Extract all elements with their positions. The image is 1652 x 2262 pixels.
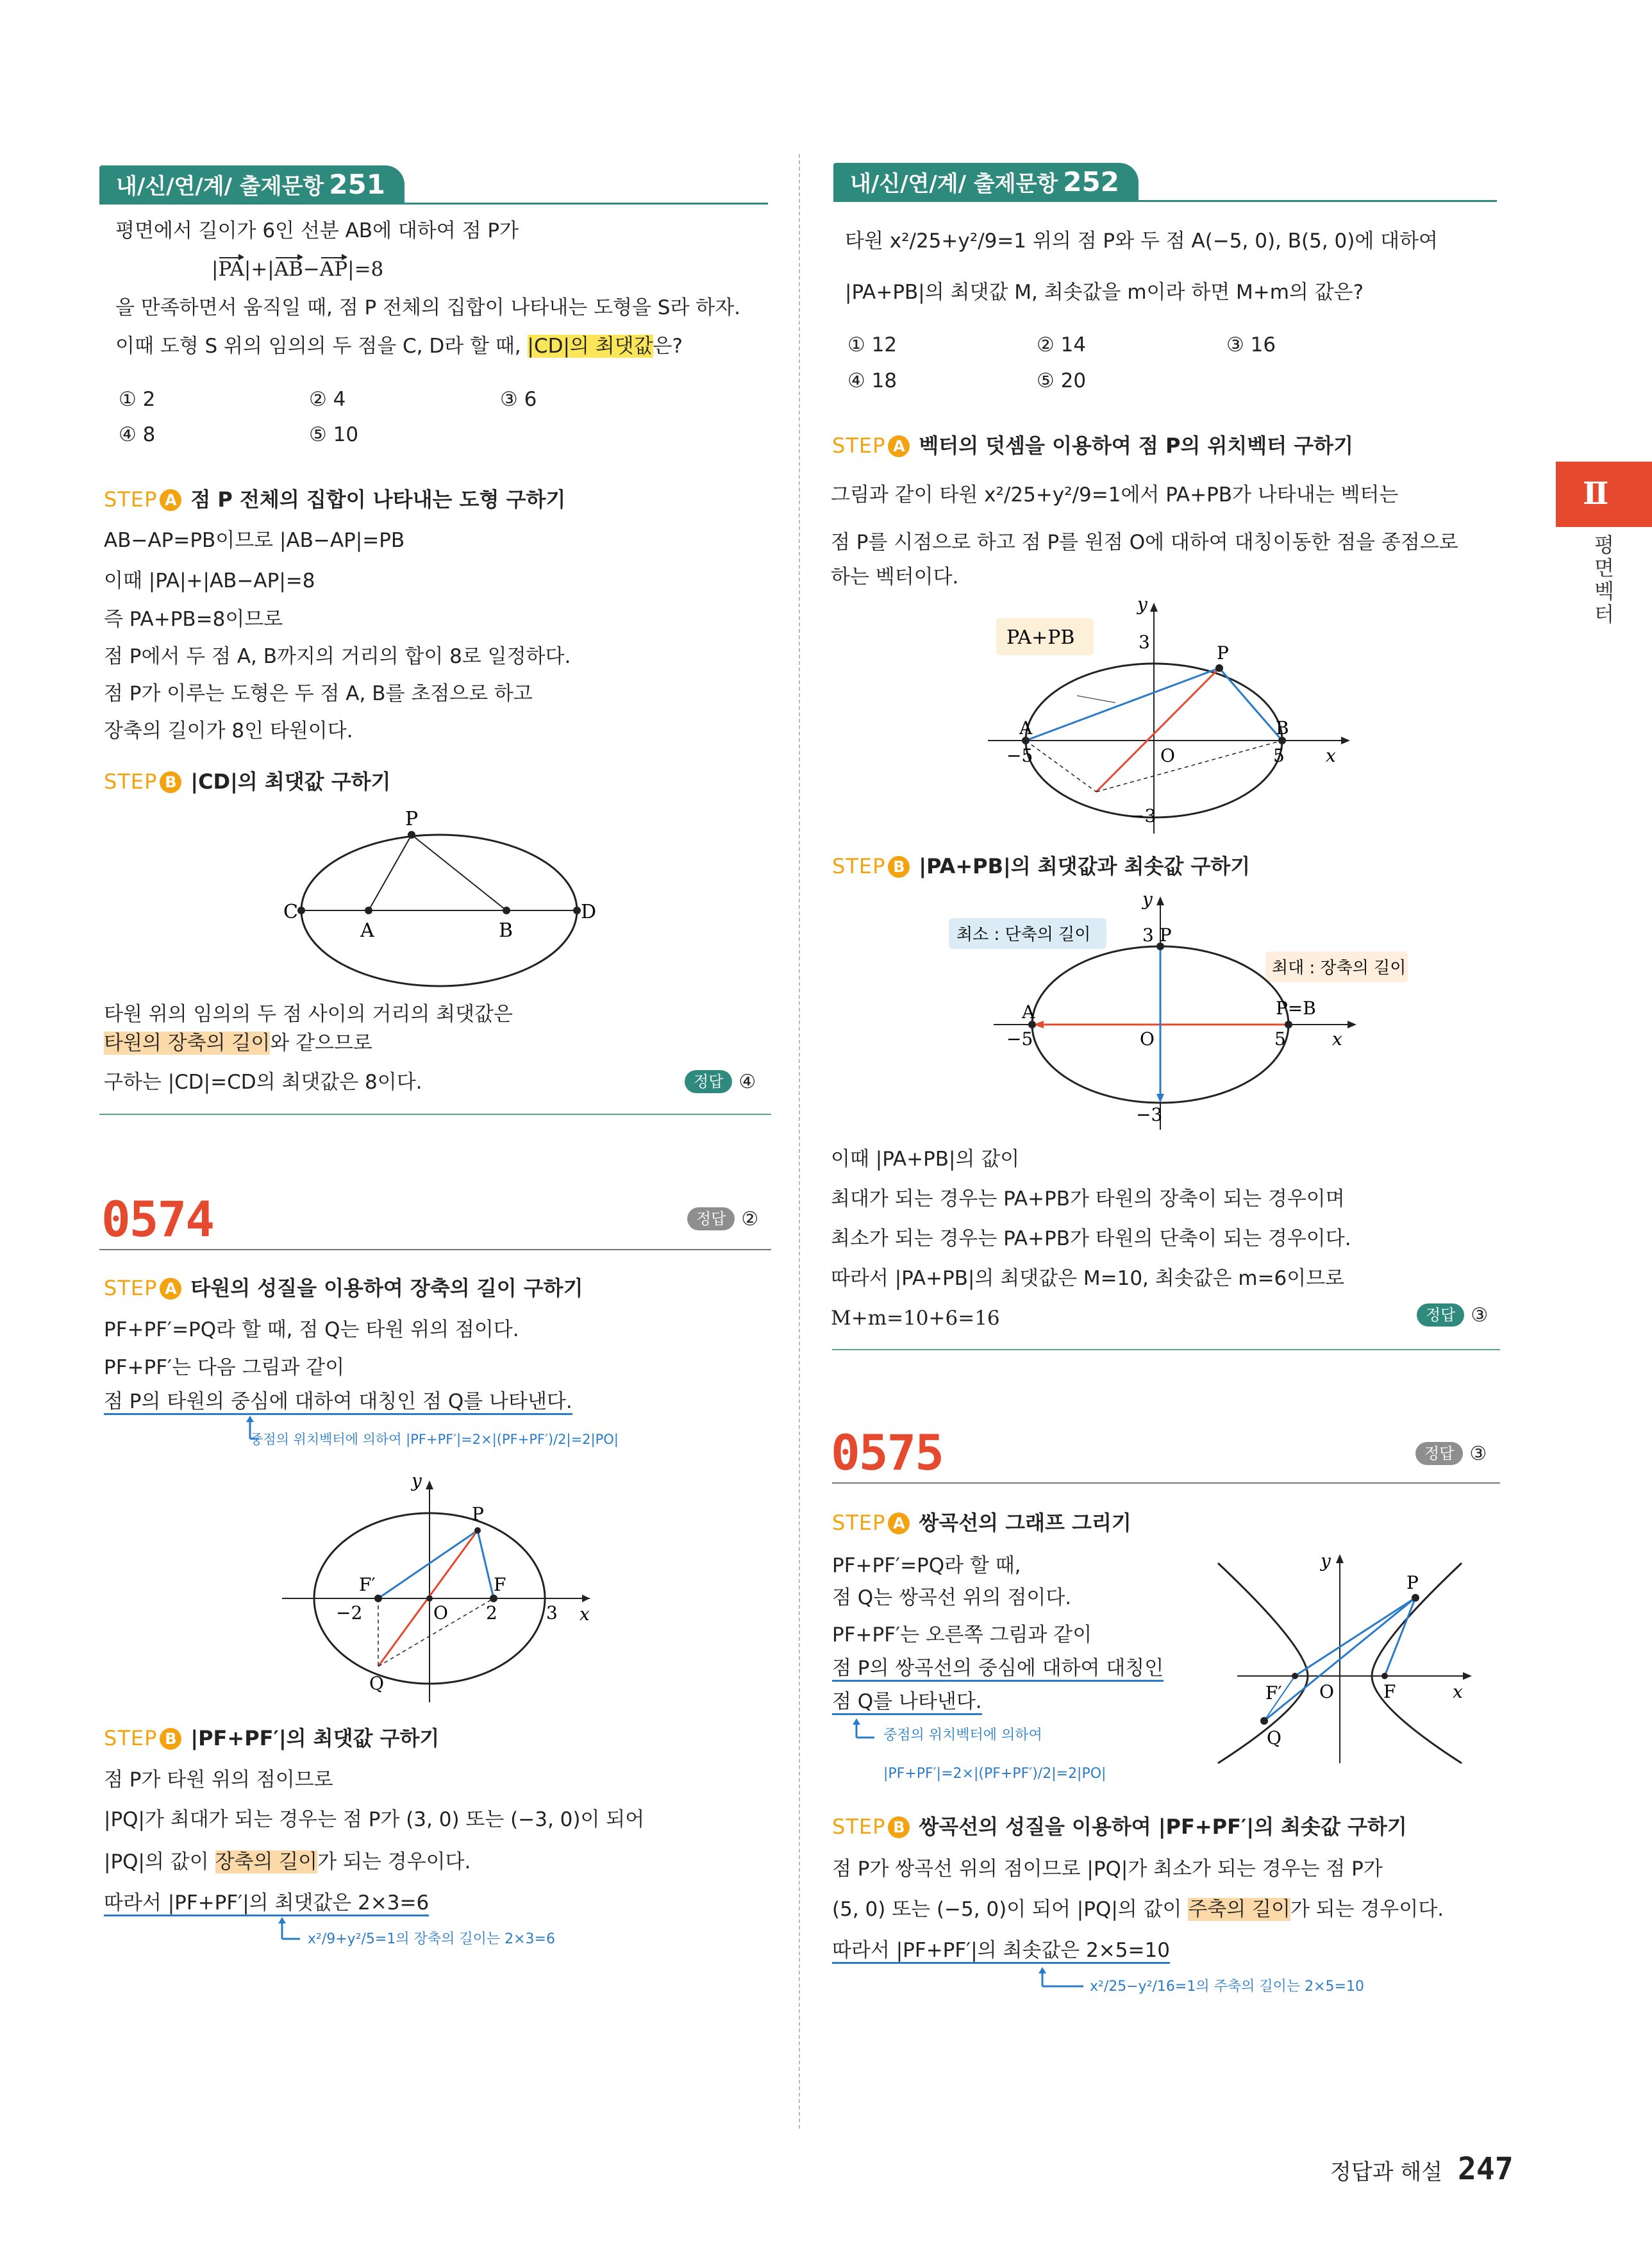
step-b-0575-line: 점 P가 쌍곡선 위의 점이므로 |PQ|가 최소가 되는 경우는 점 P가 <box>832 1857 1383 1881</box>
problem-252-line2: |PA+PB|의 최댓값 M, 최솟값을 m이라 하면 M+m의 값은? <box>845 281 1364 304</box>
svg-text:P: P <box>472 1504 484 1525</box>
svg-text:O: O <box>1160 745 1175 766</box>
svg-text:B: B <box>1276 717 1289 739</box>
choice: ⑤ 20 <box>1037 369 1087 392</box>
svg-text:x: x <box>1453 1681 1463 1702</box>
note-hyperbola-0575: x²/25−y²/16=1의 주축의 길이는 2×5=10 <box>1090 1979 1364 1995</box>
step-a-251-line: 이때 |PA|+|AB−AP|=8 <box>104 569 315 592</box>
page-number: 247 <box>1458 2151 1514 2187</box>
choice: ② 14 <box>1037 333 1087 356</box>
ellipse-figure-251 <box>282 805 597 997</box>
note-arrow <box>244 1416 259 1441</box>
footer-label: 정답과 해설 <box>1330 2159 1443 2185</box>
svg-text:F: F <box>1383 1681 1396 1702</box>
step-a-251-line: 점 P가 이루는 도형은 두 점 A, B를 초점으로 하고 <box>104 682 533 705</box>
note-arrow <box>850 1718 876 1744</box>
step-a-0575-line: PF+PF′=PQ라 할 때, <box>832 1554 1021 1577</box>
step-a-0574: STEP A 타원의 성질을 이용하여 장축의 길이 구하기 <box>104 1276 583 1300</box>
answer-0574: 정답 ② <box>687 1207 758 1232</box>
tag-underline <box>99 203 768 205</box>
tag-252: 내/신/연/계/ 출제문항 252 <box>833 163 1139 201</box>
problem-251-line4: 이때 도형 S 위의 임의의 두 점을 C, D라 할 때, |CD|의 최댓값은? <box>115 335 683 358</box>
ellipse-figure-252a <box>987 596 1359 840</box>
problem-251-line3: 을 만족하면서 움직일 때, 점 P 전체의 집합이 나타내는 도형을 S라 하자. <box>115 296 741 319</box>
svg-text:P: P <box>1406 1572 1419 1593</box>
answer-0575: 정답 ③ <box>1415 1441 1487 1467</box>
chapter-label: 평면벡터 <box>1594 533 1614 626</box>
answer-251: 정답 ④ <box>685 1069 756 1095</box>
svg-text:F′: F′ <box>1265 1682 1282 1704</box>
note-arrow <box>1036 1967 1087 1993</box>
note-midpoint-0574: 중점의 위치벡터에 의하여 |PF+PF′|=2×|(PF+PF′)/2|=2|PO| <box>250 1432 619 1447</box>
svg-text:O: O <box>1319 1681 1334 1702</box>
svg-text:y: y <box>1142 889 1153 910</box>
step-a-252: STEP A 벡터의 덧셈을 이용하여 점 P의 위치벡터 구하기 <box>832 433 1354 458</box>
choice: ② 4 <box>309 388 346 411</box>
step-b-0574-line: 점 P가 타원 위의 점이므로 <box>104 1768 333 1791</box>
svg-text:−5: −5 <box>1006 1028 1033 1050</box>
step-a-0575-line: 점 P의 쌍곡선의 중심에 대하여 대칭인 <box>832 1655 1164 1681</box>
tag-underline <box>833 200 1497 202</box>
divider <box>832 1349 1500 1350</box>
svg-text:O: O <box>1140 1028 1155 1050</box>
svg-text:A: A <box>1019 717 1033 739</box>
step-a-251: STEP A 점 P 전체의 집합이 나타내는 도형 구하기 <box>104 487 566 512</box>
ellipse-figure-0574 <box>269 1471 603 1709</box>
step-b-251-line: 타원 위의 임의의 두 점 사이의 거리의 최댓값은 <box>104 1003 513 1026</box>
divider <box>99 1114 771 1115</box>
step-b-251-hl-line: 타원의 장축의 길이와 같으므로 <box>104 1032 372 1055</box>
svg-text:x: x <box>1326 745 1336 766</box>
step-a-0574-line: PF+PF′는 다음 그림과 같이 <box>104 1356 345 1379</box>
divider <box>99 1249 771 1250</box>
step-a-252-line: 점 P를 시점으로 하고 점 P를 원점 O에 대하여 대칭이동한 점을 종점으로 <box>831 531 1458 554</box>
step-b-252-line: M+m=10+6=16 <box>831 1307 1000 1330</box>
problem-251-line1: 평면에서 길이가 6인 선분 AB에 대하여 점 P가 <box>115 219 519 242</box>
problem-252-line1: 타원 x²/25+y²/9=1 위의 점 P와 두 점 A(−5, 0), B(5, 0)에 대하여 <box>845 230 1438 253</box>
note-ellipse-0574: x²/9+y²/5=1의 장축의 길이는 2×3=6 <box>308 1931 555 1947</box>
label-c: C <box>283 901 298 923</box>
step-a-0575: STEP A 쌍곡선의 그래프 그리기 <box>832 1511 1131 1535</box>
chapter-tab[interactable]: Ⅱ <box>1556 462 1652 527</box>
step-b-0575-last: 따라서 |PF+PF′|의 최솟값은 2×5=10 <box>832 1938 1170 1963</box>
svg-text:5: 5 <box>1273 745 1285 766</box>
tag-label: 내/신/연/계/ 출제문항 <box>116 174 324 199</box>
step-a-251-line: 즉 PA+PB=8이므로 <box>104 608 283 631</box>
highlight-cd-max: |CD|의 최댓값 <box>527 335 653 358</box>
choice: ① 12 <box>847 333 897 356</box>
note-midpoint-0575a: 중점의 위치벡터에 의하여 <box>883 1727 1042 1743</box>
svg-text:3: 3 <box>546 1602 558 1623</box>
step-b-0574: STEP B |PF+PF′|의 최댓값 구하기 <box>104 1726 440 1750</box>
svg-text:Q: Q <box>369 1673 384 1694</box>
note-arrow <box>276 1917 301 1943</box>
svg-text:Q: Q <box>1267 1727 1281 1748</box>
svg-text:최소 : 단축의 길이: 최소 : 단축의 길이 <box>956 925 1091 944</box>
svg-text:y: y <box>1321 1550 1331 1571</box>
ellipse-figure-252b <box>942 891 1430 1135</box>
svg-text:−5: −5 <box>1006 745 1033 766</box>
svg-text:x: x <box>580 1604 590 1625</box>
svg-text:A: A <box>1022 1001 1035 1023</box>
svg-text:P: P <box>1217 642 1229 664</box>
svg-text:F: F <box>494 1574 506 1595</box>
choice: ③ 6 <box>500 388 537 411</box>
tag-number: 251 <box>329 169 385 200</box>
svg-text:−3: −3 <box>1130 805 1156 826</box>
step-a-251-line: AB−AP=PB이므로 |AB−AP|=PB <box>104 529 405 552</box>
svg-text:최대 : 장축의 길이: 최대 : 장축의 길이 <box>1272 959 1406 978</box>
step-b-0575-hl-line: (5, 0) 또는 (−5, 0)이 되어 |PQ|의 값이 주축의 길이가 되는 경우이다. <box>832 1898 1444 1921</box>
step-b-252-line: 최대가 되는 경우는 PA+PB가 타원의 장축이 되는 경우이며 <box>831 1187 1345 1211</box>
problem-number-0574: 0574 <box>101 1191 214 1248</box>
step-b-252-line: 최소가 되는 경우는 PA+PB가 타원의 단축이 되는 경우이다. <box>831 1227 1351 1250</box>
step-a-0575-line: 점 Q는 쌍곡선 위의 점이다. <box>832 1586 1072 1609</box>
step-b-251-last: 구하는 |CD|=CD의 최댓값은 8이다. <box>104 1071 422 1094</box>
label-p: P <box>405 808 419 830</box>
svg-text:PA+PB: PA+PB <box>1006 626 1075 649</box>
svg-text:F′: F′ <box>359 1574 376 1595</box>
choice: ③ 16 <box>1226 333 1276 356</box>
label-d: D <box>581 901 597 923</box>
svg-text:y: y <box>1137 594 1147 615</box>
choice: ④ 8 <box>119 423 156 446</box>
step-b-252: STEP B |PA+PB|의 최댓값과 최솟값 구하기 <box>832 854 1251 878</box>
svg-text:3: 3 <box>1139 632 1150 653</box>
step-a-0574-line: PF+PF′=PQ라 할 때, 점 Q는 타원 위의 점이다. <box>104 1318 519 1341</box>
divider <box>832 1482 1500 1484</box>
svg-text:P=B: P=B <box>1276 998 1316 1019</box>
answer-252: 정답 ③ <box>1417 1303 1488 1328</box>
step-a-251-line: 점 P에서 두 점 A, B까지의 거리의 합이 8로 일정하다. <box>104 645 571 668</box>
step-a-0575-line: PF+PF′는 오른쪽 그림과 같이 <box>832 1623 1092 1646</box>
column-divider <box>799 154 800 2129</box>
note-midpoint-0575b: |PF+PF′|=2×|(PF+PF′)/2|=2|PO| <box>883 1766 1106 1782</box>
svg-text:x: x <box>1332 1028 1342 1050</box>
choice: ① 2 <box>119 388 156 411</box>
svg-text:−3: −3 <box>1136 1104 1163 1125</box>
hyperbola-figure-0575 <box>1212 1552 1481 1770</box>
label-a: A <box>360 919 374 942</box>
step-b-0574-hl-line: |PQ|의 값이 장축의 길이가 되는 경우이다. <box>104 1850 471 1873</box>
svg-text:−2: −2 <box>336 1602 363 1623</box>
svg-text:3 P: 3 P <box>1142 925 1172 946</box>
tag-251 <box>99 165 405 204</box>
step-a-252-line: 하는 벡터이다. <box>831 566 959 589</box>
svg-text:2: 2 <box>486 1602 497 1623</box>
step-b-0574-line: |PQ|가 최대가 되는 경우는 점 P가 (3, 0) 또는 (−3, 0)이 되어 <box>104 1808 645 1831</box>
problem-number-0575: 0575 <box>831 1424 944 1481</box>
svg-text:O: O <box>433 1602 448 1623</box>
step-b-0575: STEP B 쌍곡선의 성질을 이용하여 |PF+PF′|의 최솟값 구하기 <box>832 1814 1407 1839</box>
step-a-0574-line: 점 P의 타원의 중심에 대하여 대칭인 점 Q를 나타낸다. <box>104 1389 572 1414</box>
step-a-252-line: 그림과 같이 타원 x²/25+y²/9=1에서 PA+PB가 나타내는 벡터는 <box>831 483 1399 507</box>
choice: ④ 18 <box>847 369 897 392</box>
step-b-252-line: 따라서 |PA+PB|의 최댓값은 M=10, 최솟값은 m=6이므로 <box>831 1267 1345 1290</box>
step-b-252-line: 이때 |PA+PB|의 값이 <box>831 1148 1020 1171</box>
step-a-0575-line: 점 Q를 나타낸다. <box>832 1689 982 1714</box>
svg-text:y: y <box>412 1470 422 1491</box>
step-a-251-line: 장축의 길이가 8인 타원이다. <box>104 719 353 742</box>
step-b-0574-last: 따라서 |PF+PF′|의 최댓값은 2×3=6 <box>104 1890 429 1916</box>
problem-251-eq: |PA|+|AB−AP|=8 <box>212 258 384 281</box>
svg-text:5: 5 <box>1274 1028 1286 1050</box>
step-b-251: STEP B |CD|의 최댓값 구하기 <box>104 769 391 794</box>
label-b: B <box>499 919 513 942</box>
choice: ⑤ 10 <box>309 423 359 446</box>
page-footer <box>1330 2151 1514 2187</box>
